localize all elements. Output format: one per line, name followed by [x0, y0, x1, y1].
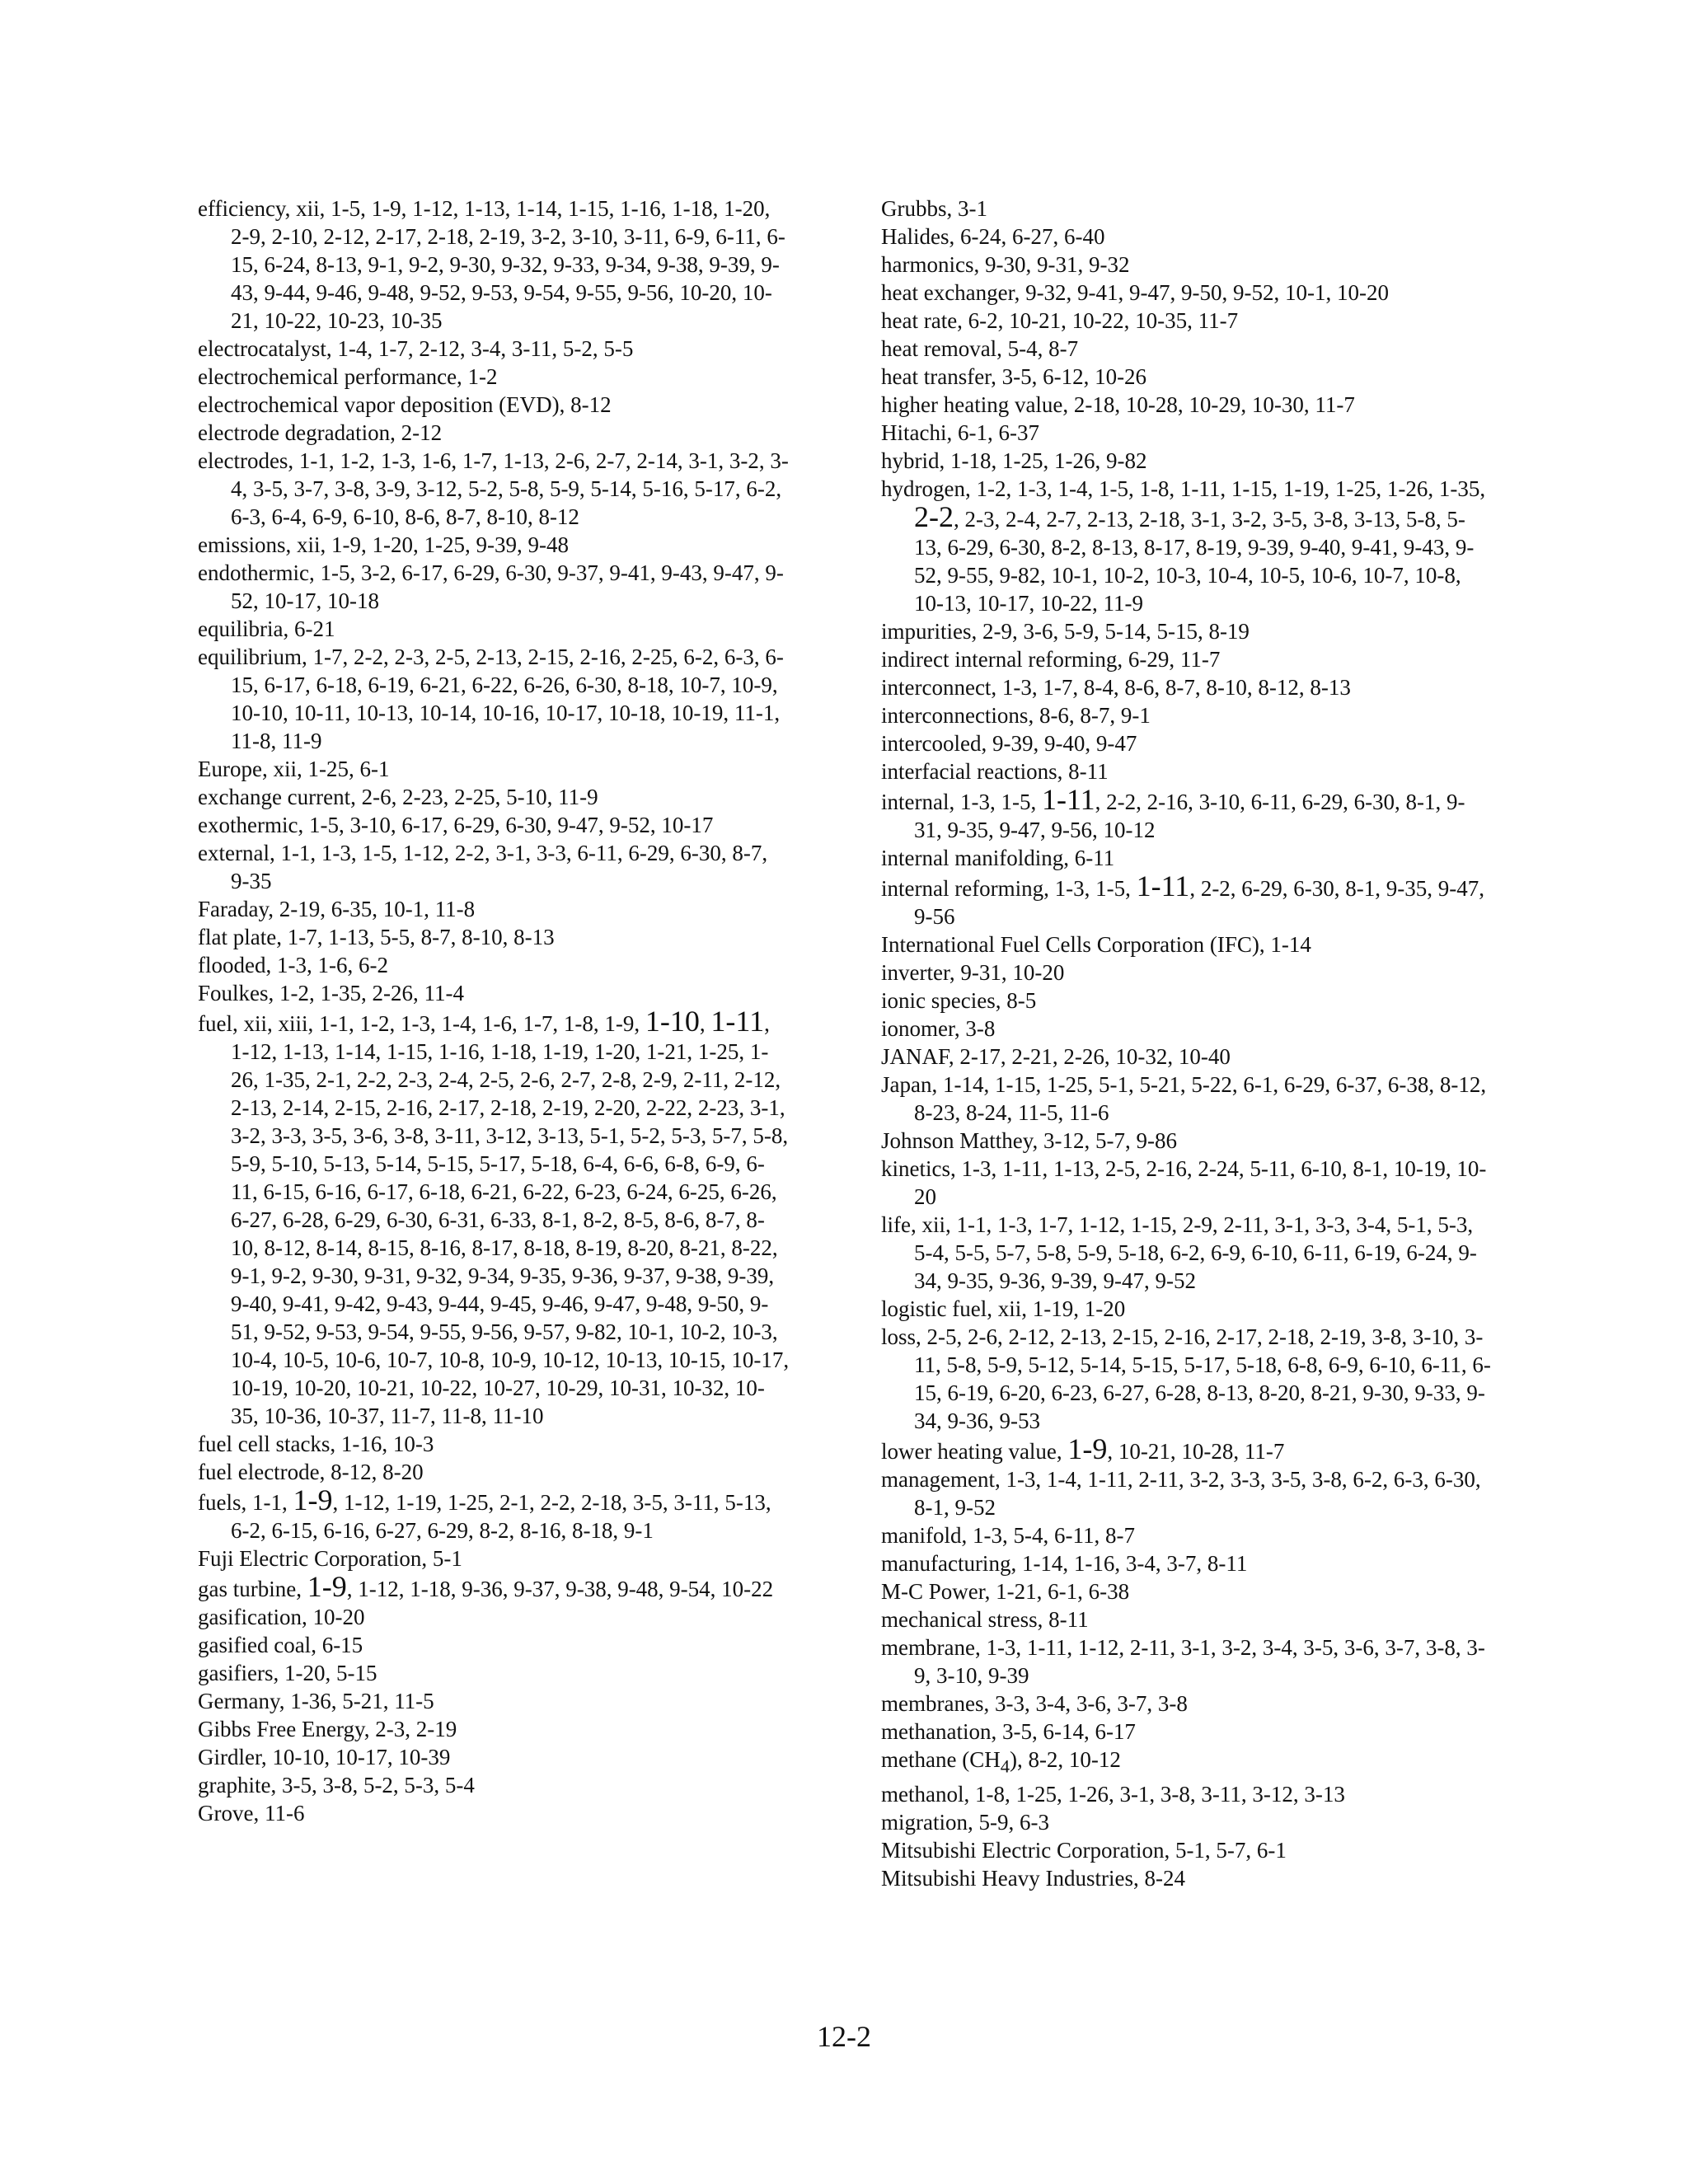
- index-entry: [198, 1687, 791, 1715]
- index-entry-text: gas turbine,: [198, 1577, 307, 1601]
- page-number: 12-2: [817, 2020, 871, 2053]
- index-entry-text: ionic species, 8-5: [881, 988, 1037, 1013]
- index-entry-text: , 1-12, 1-18, 9-36, 9-37, 9-38, 9-48, 9-54, 10-22: [346, 1577, 774, 1601]
- index-entry: [881, 307, 1491, 335]
- index-entry-text: Hitachi, 6-1, 6-37: [881, 420, 1039, 445]
- index-entry: [881, 1864, 1491, 1892]
- index-entry: [198, 839, 791, 895]
- index-entry-text: , 1-12, 1-13, 1-14, 1-15, 1-16, 1-18, 1-19, 1-20, 1-21, 1-25, 1-26, 1-35, 2-1, 2-2, 2-3, 2-4, 2-5, 2-6, 2-7, 2-8, 2-9, 2-11, 2-12, 2-13, 2-14, 2-15, 2-16, 2-17, 2-18, 2-19, 2-20, 2-22, 2-23, 3-1, 3-2, 3-3, 3-5, 3-6, 3-8, 3-11, 3-12, 3-13, 5-1, 5-2, 5-3, 5-7, 5-8, 5-9, 5-10, 5-13, 5-14, 5-15, 5-17, 5-18, 6-4, 6-6, 6-8, 6-9, 6-11, 6-15, 6-16, 6-17, 6-18, 6-21, 6-22, 6-23, 6-24, 6-25, 6-26, 6-27, 6-28, 6-29, 6-30, 6-31, 6-33, 8-1, 8-2, 8-5, 8-6, 8-7, 8-10, 8-12, 8-14, 8-15, 8-16, 8-17, 8-18, 8-19, 8-20, 8-21, 8-22, 9-1, 9-2, 9-30, 9-31, 9-32, 9-34, 9-35, 9-36, 9-37, 9-38, 9-39, 9-40, 9-41, 9-42, 9-43, 9-44, 9-45, 9-46, 9-47, 9-48, 9-50, 9-51, 9-52, 9-53, 9-54, 9-55, 9-56, 9-57, 9-82, 10-1, 10-2, 10-3, 10-4, 10-5, 10-6, 10-7, 10-8, 10-9, 10-12, 10-13, 10-15, 10-17, 10-19, 10-20, 10-21, 10-22, 10-27, 10-29, 10-31, 10-32, 10-35, 10-36, 10-37, 11-7, 11-8, 11-10: [231, 1011, 790, 1428]
- index-entry: [198, 923, 791, 951]
- index-entry-text: heat transfer, 3-5, 6-12, 10-26: [881, 364, 1147, 389]
- index-entry: [198, 1430, 791, 1458]
- index-entry: [198, 447, 791, 531]
- index-entry-text: electrochemical vapor deposition (EVD), 8-12: [198, 392, 612, 417]
- index-entry: [881, 419, 1491, 447]
- index-entry: [881, 617, 1491, 645]
- index-entry-text: , 2-2, 2-16, 3-10, 6-11, 6-29, 6-30, 8-1, 9-31, 9-35, 9-47, 9-56, 10-12: [914, 790, 1465, 842]
- index-entry: [881, 1043, 1491, 1071]
- index-entry: [881, 987, 1491, 1015]
- index-entry-text: electrodes, 1-1, 1-2, 1-3, 1-6, 1-7, 1-13, 2-6, 2-7, 2-14, 3-1, 3-2, 3-4, 3-5, 3-7, 3-8, 3-9, 3-12, 5-2, 5-8, 5-9, 5-14, 5-16, 5-17, 6-2, 6-3, 6-4, 6-9, 6-10, 8-6, 8-7, 8-10, 8-12: [198, 448, 789, 529]
- index-entry-text: Mitsubishi Heavy Industries, 8-24: [881, 1866, 1185, 1891]
- index-entry: [881, 958, 1491, 987]
- index-entry: [198, 391, 791, 419]
- index-entry: [881, 673, 1491, 701]
- index-entry-text: 1-10: [645, 1005, 700, 1038]
- index-entry-text: migration, 5-9, 6-3: [881, 1810, 1049, 1835]
- index-entry: [198, 1743, 791, 1771]
- index-entry-text: loss, 2-5, 2-6, 2-12, 2-13, 2-15, 2-16, 2-17, 2-18, 2-19, 3-8, 3-10, 3-11, 5-8, 5-9, 5-12, 5-14, 5-15, 5-17, 5-18, 6-8, 6-9, 6-10, 6-11, 6-15, 6-19, 6-20, 6-23, 6-27, 6-28, 8-13, 8-20, 8-21, 9-30, 9-33, 9-34, 9-36, 9-53: [881, 1324, 1491, 1433]
- index-entry-text: International Fuel Cells Corporation (IFC), 1-14: [881, 932, 1311, 957]
- index-entry: [198, 335, 791, 363]
- index-entry-text: , 2-3, 2-4, 2-7, 2-13, 2-18, 3-1, 3-2, 3-5, 3-8, 3-13, 5-8, 5-13, 6-29, 6-30, 8-2, 8-13, 8-17, 8-19, 9-39, 9-40, 9-41, 9-43, 9-52, 9-55, 9-82, 10-1, 10-2, 10-3, 10-4, 10-5, 10-6, 10-7, 10-8, 10-13, 10-17, 10-22, 11-9: [914, 507, 1475, 616]
- index-entry-text: ,: [699, 1011, 711, 1036]
- index-entry: [198, 1483, 791, 1544]
- index-entry-text: electrocatalyst, 1-4, 1-7, 2-12, 3-4, 3-11, 5-2, 5-5: [198, 336, 634, 361]
- index-entry-text: mechanical stress, 8-11: [881, 1607, 1089, 1632]
- index-entry: [198, 951, 791, 979]
- index-entry-text: methanation, 3-5, 6-14, 6-17: [881, 1719, 1136, 1744]
- index-entry-text: lower heating value,: [881, 1439, 1068, 1464]
- index-entry-text: interfacial reactions, 8-11: [881, 759, 1109, 784]
- index-entry-text: electrochemical performance, 1-2: [198, 364, 498, 389]
- index-entry-text: logistic fuel, xii, 1-19, 1-20: [881, 1296, 1126, 1321]
- subscript-text: 4: [1000, 1755, 1010, 1777]
- index-entry: [198, 1659, 791, 1687]
- index-entry-text: Faraday, 2-19, 6-35, 10-1, 11-8: [198, 897, 476, 921]
- index-entry-text: endothermic, 1-5, 3-2, 6-17, 6-29, 6-30, 9-37, 9-41, 9-43, 9-47, 9-52, 10-17, 10-18: [198, 560, 784, 613]
- index-entry-text: Foulkes, 1-2, 1-35, 2-26, 11-4: [198, 981, 464, 1005]
- index-column-right: [881, 194, 1491, 1892]
- index-entry: [198, 643, 791, 755]
- index-entry-text: inverter, 9-31, 10-20: [881, 960, 1065, 985]
- index-entry: [198, 979, 791, 1007]
- index-entry: [881, 785, 1491, 844]
- index-entry-text: Grove, 11-6: [198, 1801, 305, 1825]
- index-entry: [881, 279, 1491, 307]
- index-entry-text: fuel electrode, 8-12, 8-20: [198, 1460, 424, 1484]
- index-entry-text: 2-2: [914, 500, 954, 533]
- index-entry: [198, 1771, 791, 1799]
- index-entry: [881, 1633, 1491, 1690]
- index-entry: [198, 1715, 791, 1743]
- index-entry-text: management, 1-3, 1-4, 1-11, 2-11, 3-2, 3-3, 3-5, 3-8, 6-2, 6-3, 6-30, 8-1, 9-52: [881, 1467, 1481, 1520]
- index-entry-text: equilibrium, 1-7, 2-2, 2-3, 2-5, 2-13, 2-15, 2-16, 2-25, 6-2, 6-3, 6-15, 6-17, 6-18, 6-19, 6-21, 6-22, 6-26, 6-30, 8-18, 10-7, 10-9, 10-10, 10-11, 10-13, 10-14, 10-16, 10-17, 10-18, 10-19, 11-1, 11-8, 11-9: [198, 644, 784, 753]
- index-entry-text: electrode degradation, 2-12: [198, 420, 443, 445]
- index-entry-text: manifold, 1-3, 5-4, 6-11, 8-7: [881, 1523, 1135, 1548]
- index-entry: [198, 895, 791, 923]
- index-entry-text: heat rate, 6-2, 10-21, 10-22, 10-35, 11-7: [881, 308, 1239, 333]
- index-entry-text: 1-11: [1041, 783, 1095, 816]
- index-entry: [198, 755, 791, 783]
- index-entry: [881, 1127, 1491, 1155]
- index-entry: [881, 1432, 1491, 1465]
- index-entry-text: ), 8-2, 10-12: [1009, 1747, 1121, 1772]
- index-entry-text: external, 1-1, 1-3, 1-5, 1-12, 2-2, 3-1, 3-3, 6-11, 6-29, 6-30, 8-7, 9-35: [198, 841, 768, 893]
- index-entry-text: Halides, 6-24, 6-27, 6-40: [881, 224, 1105, 249]
- index-entry-text: emissions, xii, 1-9, 1-20, 1-25, 9-39, 9-48: [198, 532, 569, 557]
- index-entry-text: flooded, 1-3, 1-6, 6-2: [198, 953, 388, 977]
- index-entry: [198, 531, 791, 559]
- index-entry: [881, 1808, 1491, 1836]
- index-entry-text: ionomer, 3-8: [881, 1016, 996, 1041]
- index-entry: [198, 783, 791, 811]
- index-entry: [198, 363, 791, 391]
- index-entry: [198, 615, 791, 643]
- index-entry-text: fuels, 1-1,: [198, 1490, 293, 1515]
- index-entry: [198, 811, 791, 839]
- index-entry-text: Fuji Electric Corporation, 5-1: [198, 1546, 462, 1571]
- index-entry-text: Gibbs Free Energy, 2-3, 2-19: [198, 1717, 457, 1741]
- index-entry-text: equilibria, 6-21: [198, 616, 335, 641]
- index-entry: [881, 1690, 1491, 1718]
- index-entry: [881, 1836, 1491, 1864]
- index-entry: [881, 1465, 1491, 1521]
- index-entry: [881, 251, 1491, 279]
- index-entry: [881, 645, 1491, 673]
- index-entry-text: gasification, 10-20: [198, 1605, 365, 1629]
- index-entry-text: Mitsubishi Electric Corporation, 5-1, 5-7, 6-1: [881, 1838, 1287, 1863]
- index-entry-text: manufacturing, 1-14, 1-16, 3-4, 3-7, 8-11: [881, 1551, 1248, 1576]
- index-entry-text: 1-9: [307, 1570, 347, 1603]
- index-entry: [881, 729, 1491, 757]
- index-entry: [198, 1007, 791, 1430]
- index-entry: [881, 1521, 1491, 1549]
- index-entry: [198, 194, 791, 335]
- index-entry: [198, 1799, 791, 1827]
- index-entry-text: gasifiers, 1-20, 5-15: [198, 1661, 377, 1685]
- index-entry-text: , 10-21, 10-28, 11-7: [1107, 1439, 1285, 1464]
- index-entry: [881, 1155, 1491, 1211]
- index-entry: [881, 363, 1491, 391]
- index-entry-text: Grubbs, 3-1: [881, 196, 987, 221]
- index-entry: [198, 1458, 791, 1486]
- index-entry-text: Japan, 1-14, 1-15, 1-25, 5-1, 5-21, 5-22, 6-1, 6-29, 6-37, 6-38, 8-12, 8-23, 8-24, 11-5, 11-6: [881, 1072, 1487, 1125]
- index-entry-text: interconnections, 8-6, 8-7, 9-1: [881, 703, 1151, 728]
- index-entry: [881, 1780, 1491, 1808]
- index-entry: [881, 335, 1491, 363]
- index-entry-text: kinetics, 1-3, 1-11, 1-13, 2-5, 2-16, 2-24, 5-11, 6-10, 8-1, 10-19, 10-20: [881, 1156, 1487, 1209]
- index-entry: [198, 1603, 791, 1631]
- index-entry-text: , 1-12, 1-19, 1-25, 2-1, 2-2, 2-18, 3-5, 3-11, 5-13, 6-2, 6-15, 6-16, 6-27, 6-29, 8-2, 8-16, 8-18, 9-1: [231, 1490, 771, 1543]
- index-entry-text: 1-9: [293, 1483, 333, 1516]
- index-entry: [881, 223, 1491, 251]
- index-entry: [881, 930, 1491, 958]
- index-entry: [881, 391, 1491, 419]
- index-entry-text: 1-9: [1067, 1432, 1108, 1465]
- index-entry: [881, 869, 1491, 930]
- index-entry-text: heat removal, 5-4, 8-7: [881, 336, 1079, 361]
- index-entry: [881, 844, 1491, 872]
- index-entry-text: hybrid, 1-18, 1-25, 1-26, 9-82: [881, 448, 1147, 473]
- index-entry-text: gasified coal, 6-15: [198, 1633, 363, 1657]
- index-entry-text: higher heating value, 2-18, 10-28, 10-29, 10-30, 11-7: [881, 392, 1355, 417]
- index-entry-text: 1-11: [710, 1005, 765, 1038]
- index-entry-text: graphite, 3-5, 3-8, 5-2, 5-3, 5-4: [198, 1773, 475, 1797]
- index-entry-text: exchange current, 2-6, 2-23, 2-25, 5-10, 11-9: [198, 785, 598, 809]
- index-entry: [881, 1746, 1491, 1780]
- index-entry-text: indirect internal reforming, 6-29, 11-7: [881, 647, 1221, 672]
- index-entry-text: internal, 1-3, 1-5,: [881, 790, 1042, 814]
- index-entry-text: 1-11: [1136, 869, 1190, 902]
- index-entry: [881, 1015, 1491, 1043]
- index-entry-text: harmonics, 9-30, 9-31, 9-32: [881, 252, 1130, 277]
- index-entry-text: Europe, xii, 1-25, 6-1: [198, 757, 390, 781]
- index-entry-text: efficiency, xii, 1-5, 1-9, 1-12, 1-13, 1-14, 1-15, 1-16, 1-18, 1-20, 2-9, 2-10, 2-12, 2-17, 2-18, 2-19, 3-2, 3-10, 3-11, 6-9, 6-11, 6-15, 6-24, 8-13, 9-1, 9-2, 9-30, 9-32, 9-33, 9-34, 9-38, 9-39, 9-43, 9-44, 9-46, 9-48, 9-52, 9-53, 9-54, 9-55, 9-56, 10-20, 10-21, 10-22, 10-23, 10-35: [198, 196, 785, 333]
- index-entry: [881, 447, 1491, 475]
- index-entry-text: M-C Power, 1-21, 6-1, 6-38: [881, 1579, 1130, 1604]
- index-entry-text: methanol, 1-8, 1-25, 1-26, 3-1, 3-8, 3-11, 3-12, 3-13: [881, 1782, 1345, 1807]
- index-entry: [881, 1323, 1491, 1435]
- index-entry-text: membrane, 1-3, 1-11, 1-12, 2-11, 3-1, 3-2, 3-4, 3-5, 3-6, 3-7, 3-8, 3-9, 3-10, 9-39: [881, 1635, 1485, 1688]
- index-entry-text: membranes, 3-3, 3-4, 3-6, 3-7, 3-8: [881, 1691, 1188, 1716]
- index-entry-text: interconnect, 1-3, 1-7, 8-4, 8-6, 8-7, 8-10, 8-12, 8-13: [881, 675, 1351, 700]
- index-entry-text: fuel, xii, xiii, 1-1, 1-2, 1-3, 1-4, 1-6, 1-7, 1-8, 1-9,: [198, 1011, 645, 1036]
- index-entry: [881, 1295, 1491, 1323]
- index-entry-text: Germany, 1-36, 5-21, 11-5: [198, 1689, 434, 1713]
- index-entry-text: JANAF, 2-17, 2-21, 2-26, 10-32, 10-40: [881, 1044, 1231, 1069]
- index-entry: [198, 559, 791, 615]
- index-entry-text: internal reforming, 1-3, 1-5,: [881, 876, 1137, 901]
- index-entry-text: hydrogen, 1-2, 1-3, 1-4, 1-5, 1-8, 1-11, 1-15, 1-19, 1-25, 1-26, 1-35,: [881, 476, 1486, 501]
- index-entry: [881, 1211, 1491, 1295]
- index-entry-text: , 2-2, 6-29, 6-30, 8-1, 9-35, 9-47, 9-56: [914, 876, 1485, 929]
- index-entry: [881, 757, 1491, 785]
- index-entry: [881, 1549, 1491, 1577]
- index-entry-text: impurities, 2-9, 3-6, 5-9, 5-14, 5-15, 8-19: [881, 619, 1250, 644]
- index-entry-text: life, xii, 1-1, 1-3, 1-7, 1-12, 1-15, 2-9, 2-11, 3-1, 3-3, 3-4, 5-1, 5-3, 5-4, 5-5, 5-7, 5-8, 5-9, 5-18, 6-2, 6-9, 6-10, 6-11, 6-19, 6-24, 9-34, 9-35, 9-36, 9-39, 9-47, 9-52: [881, 1212, 1477, 1293]
- index-entry-text: heat exchanger, 9-32, 9-41, 9-47, 9-50, 9-52, 10-1, 10-20: [881, 280, 1390, 305]
- index-entry: [881, 194, 1491, 223]
- index-entry: [881, 1605, 1491, 1633]
- index-entry-text: exothermic, 1-5, 3-10, 6-17, 6-29, 6-30, 9-47, 9-52, 10-17: [198, 813, 714, 837]
- index-entry: [881, 1718, 1491, 1746]
- index-entry: [881, 1577, 1491, 1605]
- index-entry-text: fuel cell stacks, 1-16, 10-3: [198, 1432, 434, 1456]
- index-entry: [198, 419, 791, 447]
- index-entry: [198, 1631, 791, 1659]
- index-entry-text: Johnson Matthey, 3-12, 5-7, 9-86: [881, 1128, 1177, 1153]
- index-entry: [881, 1071, 1491, 1127]
- index-entry: [881, 475, 1491, 617]
- index-entry-text: flat plate, 1-7, 1-13, 5-5, 8-7, 8-10, 8-13: [198, 925, 555, 949]
- index-entry-text: Girdler, 10-10, 10-17, 10-39: [198, 1745, 451, 1769]
- index-entry: [198, 1572, 791, 1603]
- index-column-left: [198, 194, 791, 1827]
- index-entry: [881, 701, 1491, 729]
- index-entry: [198, 1544, 791, 1572]
- index-entry-text: intercooled, 9-39, 9-40, 9-47: [881, 731, 1137, 756]
- index-entry-text: methane (CH: [881, 1747, 1001, 1772]
- index-entry-text: internal manifolding, 6-11: [881, 846, 1115, 870]
